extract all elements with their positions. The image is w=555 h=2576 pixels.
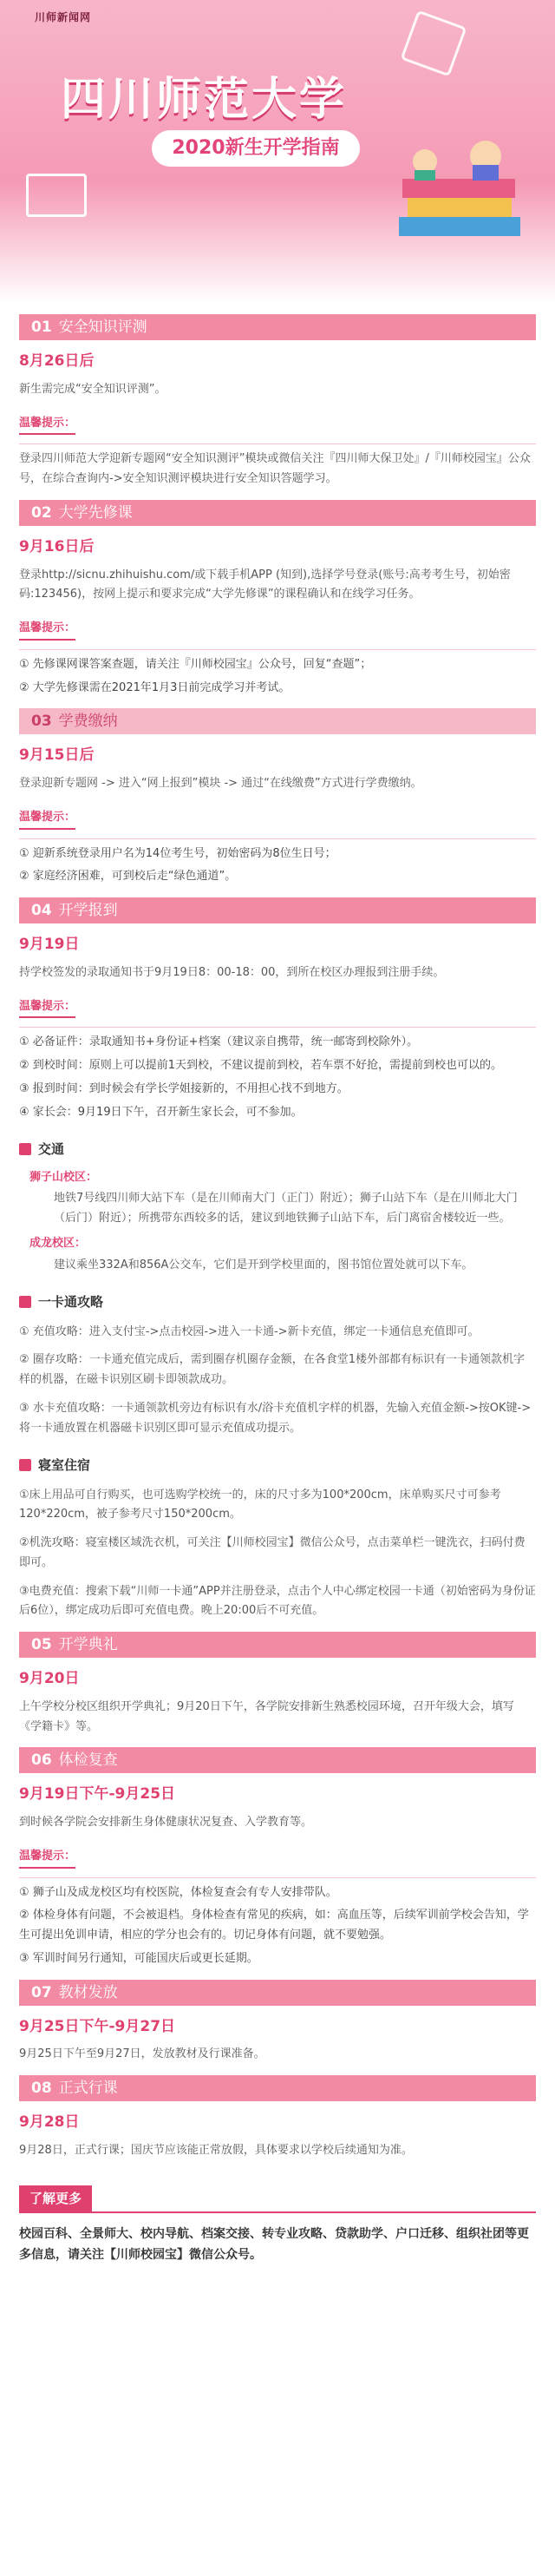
tip-item: ② 到校时间：原则上可以提前1天到校，不建议提前到校，若车票不好抢，需提前到校也可以的。 (19, 1059, 503, 1072)
dorm-item: ②机洗攻略：寝室楼区域洗衣机，可关注【川师校园宝】微信公众号，点击菜单栏一键洗衣，扫码付费即可。 (19, 1536, 526, 1569)
section-checkup (0, 1747, 555, 1968)
traffic-title: 交通 (38, 1141, 65, 1158)
section-body: 新生需完成“安全知识评测”。 (19, 382, 166, 396)
card-title: 一卡通攻略 (38, 1294, 104, 1311)
tip-item: ① 先修课网课答案查题，请关注『川师校园宝』公众号，回复“查题”； (19, 657, 372, 671)
section-registration (0, 897, 555, 1621)
section-body: 到时候各学院会安排新生身体健康状况复查、入学教育等。 (19, 1816, 313, 1829)
section-precourse (0, 500, 555, 699)
tip-item: ③ 军训时间另行通知，可能国庆后或更长延期。 (19, 1951, 258, 1965)
section-number: 02 (31, 503, 52, 522)
tip-text: 登录四川师范大学迎新专题网“安全知识测评”模块或微信关注『四川师大保卫处』/『川师校园宝』公众号，在综合查询内->安全知识测评模块进行安全知识答题学习。 (19, 452, 531, 485)
section-header (19, 1980, 536, 2006)
traffic-heading (19, 1138, 536, 1160)
divider (19, 1027, 536, 1028)
section-title: 开学报到 (58, 902, 118, 919)
tip-label: 温馨提示： (19, 414, 75, 436)
more-tag: 了解更多 (19, 2185, 92, 2211)
section-number: 07 (31, 1983, 52, 2001)
tip-list (19, 1883, 536, 1969)
tip-label: 温馨提示： (19, 1847, 75, 1869)
section-number: 08 (31, 2080, 52, 2097)
tip-item: ① 必备证件：录取通知书+身份证+档案（建议亲自携带，统一邮寄到校除外）。 (19, 1035, 419, 1049)
tip-list (19, 844, 536, 888)
tip-label: 温馨提示： (19, 619, 75, 641)
section-number: 05 (31, 1636, 52, 1653)
campus-name: 狮子山校区： (29, 1170, 98, 1184)
more-text: 校园百科、全景师大、校内导航、档案交接、转专业攻略、贷款助学、户口迁移、组织社团等更多信息，请关注【川师校园宝】微信公众号。 (19, 2211, 536, 2266)
section-body: 9月28日，正式行课；国庆节应该能正常放假，具体要求以学校后续通知为准。 (19, 2143, 413, 2157)
section-body: 持学校签发的录取通知书于9月19日8：00-18：00，到所在校区办理报到注册手续。 (19, 965, 445, 979)
books-illustration (390, 130, 529, 260)
section-date: 9月19日 (19, 936, 80, 953)
section-date: 9月15日后 (19, 746, 95, 765)
section-body: 上午学校分校区组织开学典礼；9月20日下午，各学院安排新生熟悉校园环境，召开年级大会，填写《学籍卡》等。 (19, 1699, 514, 1733)
section-ceremony (0, 1632, 555, 1737)
section-date: 9月25日下午-9月27日 (19, 2017, 176, 2035)
campus-route: 建议乘坐332A和856A公交车，它们是开到学校里面的，图书馆位置处就可以下车。 (54, 1258, 473, 1272)
tip-list (19, 1033, 536, 1122)
dorm-title: 寝室住宿 (38, 1457, 91, 1474)
card-item: ② 圈存攻略：一卡通充值完成后，需到圈存机圈存金额，在各食堂1楼外部都有标识有一卡通领款机字样的机器，在磁卡识别区刷卡即领款成功。 (19, 1353, 526, 1386)
campus-route: 地铁7号线四川师大站下车（是在川师南大门（正门）附近）；狮子山站下车（是在川师北大门（后门）附近）；所携带东西较多的话，建议到地铁狮子山站下车，后门离宿舍楼较近一些。 (54, 1192, 518, 1225)
banner (0, 0, 555, 304)
section-title: 体检复查 (58, 1751, 118, 1770)
book-icon (401, 10, 467, 77)
bus-icon (19, 1143, 31, 1155)
section-number: 01 (31, 319, 52, 336)
section-header (19, 897, 536, 923)
tip-item: ③ 报到时间：到时候会有学长学姐接新的，不用担心找不到地方。 (19, 1081, 349, 1095)
section-title: 学费缴纳 (58, 713, 118, 731)
section-title: 教材发放 (58, 1983, 118, 2001)
dorm-item: ①床上用品可自行购买，也可选购学校统一的，床的尺寸多为100*200cm，床单购买尺寸可参考120*220cm，被子参考尺寸150*200cm。 (19, 1488, 501, 1521)
section-body: 登录http://sicnu.zhihuishu.com/或下载手机APP (知到),选择学号登录(账号:高考考生号，初始密码:123456)，按网上提示和要求完成“大学先修课”的课程确认和在线学习任务。 (19, 568, 511, 601)
tip-label: 温馨提示： (19, 808, 75, 830)
section-header (19, 708, 536, 734)
tip-item: ① 狮子山及成龙校区均有校医院，体检复查会有专人安排带队。 (19, 1885, 337, 1899)
divider (19, 838, 536, 839)
banner-title: 四川师范大学 (61, 74, 348, 126)
section-classes (0, 2075, 555, 2161)
logo-text: 川师新闻网 (35, 11, 92, 23)
footer-spacer (0, 2266, 555, 2301)
tip-item: ② 体检身体有问题，不会被退档。身体检查有常见的疾病，如：高血压等，后续军训前学校会告知，学生可提出免训申请，相应的学分也会有的。切记身体有问题，就不要勉强。 (19, 1909, 529, 1942)
section-title: 正式行课 (58, 2080, 118, 2097)
section-date: 9月20日 (19, 1670, 80, 1687)
banner-subtitle: 2020新生开学指南 (152, 130, 360, 167)
section-safety (0, 314, 555, 490)
section-more (0, 2166, 555, 2266)
section-date: 8月26日后 (19, 352, 95, 370)
section-body: 登录迎新专题网 -> 进入“网上报到”模块 -> 通过“在线缴费”方式进行学费缴纳。 (19, 777, 422, 790)
tip-item: ② 家庭经济困难，可到校后走“绿色通道”。 (19, 870, 237, 884)
section-title: 大学先修课 (58, 503, 133, 522)
section-date: 9月28日 (19, 2113, 80, 2131)
section-title: 安全知识评测 (58, 319, 147, 336)
divider (19, 649, 536, 650)
bed-icon (19, 1459, 31, 1471)
section-header (19, 500, 536, 526)
dorm-item: ③电费充值：搜索下载“川师一卡通”APP并注册登录，点击个人中心绑定校园一卡通（初始密码为身份证后6位），绑定成功后即可充值电费。晚上20:00后不可充值。 (19, 1584, 536, 1618)
section-header (19, 1632, 536, 1658)
tip-item: ④ 家长会：9月19日下午，召开新生家长会，可不参加。 (19, 1105, 303, 1119)
section-textbooks (0, 1980, 555, 2066)
section-header (19, 314, 536, 340)
section-tuition (0, 708, 555, 887)
section-header (19, 1747, 536, 1773)
section-date: 9月19日下午-9月25日 (19, 1785, 176, 1804)
section-number: 03 (31, 713, 52, 731)
card-icon (19, 1296, 31, 1308)
section-number: 06 (31, 1751, 52, 1770)
section-body: 9月25日下午至9月27日，发放教材及行课准备。 (19, 2047, 265, 2061)
dorm-heading (19, 1454, 536, 1476)
card-item: ③ 水卡充值攻略：一卡通领款机旁边有标识有水/浴卡充值机字样的机器，先输入充值金额->按OK键->将一卡通放置在机器磁卡识别区即可显示充值成功提示。 (19, 1401, 532, 1435)
section-title: 开学典礼 (58, 1636, 118, 1653)
section-number: 04 (31, 902, 52, 919)
open-book-icon (26, 174, 87, 217)
card-heading (19, 1291, 536, 1313)
tip-label: 温馨提示： (19, 997, 75, 1019)
tip-item: ① 迎新系统登录用户名为14位考生号，初始密码为8位生日号； (19, 846, 336, 860)
divider (19, 1877, 536, 1878)
card-item: ① 充值攻略：进入支付宝->点击校园->进入一卡通->新卡充值，绑定一卡通信息充值即可。 (19, 1324, 480, 1338)
tip-item: ② 大学先修课需在2021年1月3日前完成学习并考试。 (19, 680, 291, 694)
campus-name: 成龙校区： (29, 1236, 87, 1250)
section-header (19, 2075, 536, 2101)
tip-list (19, 655, 536, 699)
section-date: 9月16日后 (19, 537, 95, 555)
